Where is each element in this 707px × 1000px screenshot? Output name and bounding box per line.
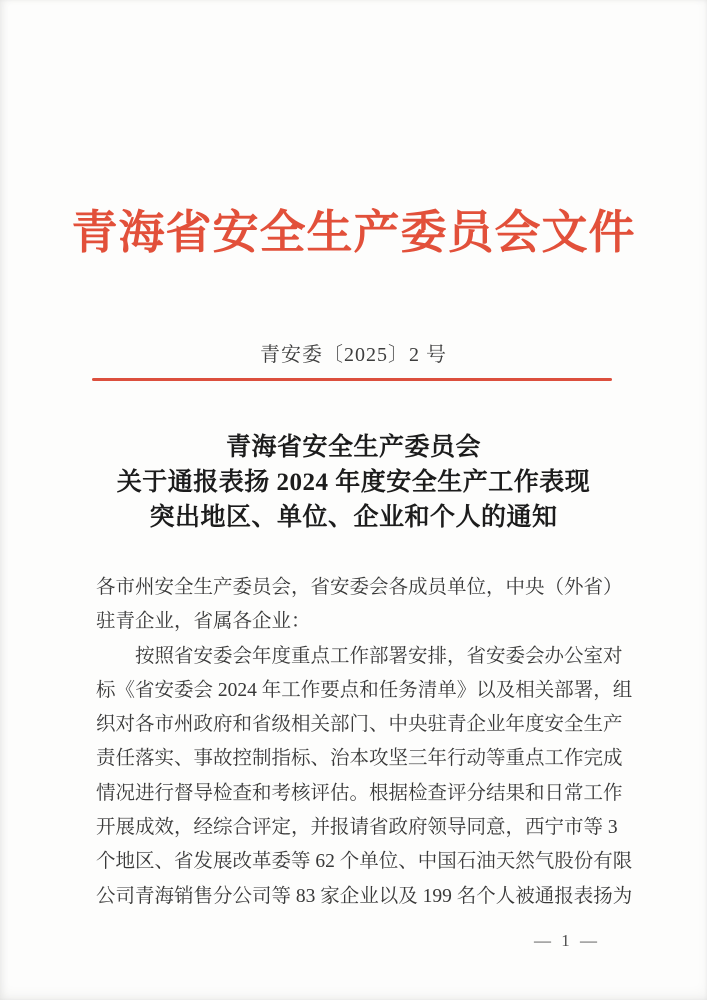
body-line: 开展成效，经综合评定，并报请省政府领导同意，西宁市等 3: [96, 817, 618, 839]
document-title-line-3: 突出地区、单位、企业和个人的通知: [149, 504, 558, 531]
page-number: — 1 —: [534, 931, 600, 950]
body-line: 责任落实、事故控制指标、治本攻坚三年行动等重点工作完成: [96, 748, 623, 770]
body-line: 公司青海销售分公司等 83 家企业以及 199 名个人被通报表扬为: [96, 885, 633, 907]
document-number: 青安委〔2025〕2 号: [260, 344, 447, 366]
body-line: 情况进行督导检查和考核评估。根据检查评分结果和日常工作: [96, 782, 623, 804]
document-header-org-title: 青海省安全生产委员会文件: [71, 207, 636, 258]
document-title-line-1: 青海省安全生产委员会: [225, 434, 481, 461]
body-line: 织对各市州政府和省级相关部门、中央驻青企业年度安全生产: [96, 714, 623, 736]
body-line-salutation-2: 驻青企业，省属各企业：: [96, 611, 311, 633]
body-line: 标《省安委会 2024 年工作要点和任务清单》以及相关部署，组: [96, 679, 633, 701]
document-title-line-2: 关于通报表扬 2024 年度安全生产工作表现: [116, 469, 591, 496]
document-title: [50, 430, 657, 535]
body-line-paragraph-start: 按照省安委会年度重点工作部署安排，省安委会办公室对: [135, 645, 623, 667]
body-line: 个地区、省发展改革委等 62 个单位、中国石油天然气股份有限: [96, 851, 633, 873]
document-body: [96, 571, 633, 914]
body-line-salutation-1: 各市州安全生产委员会，省安委会各成员单位，中央（外省）: [96, 577, 623, 598]
red-divider-rule: [92, 378, 612, 381]
